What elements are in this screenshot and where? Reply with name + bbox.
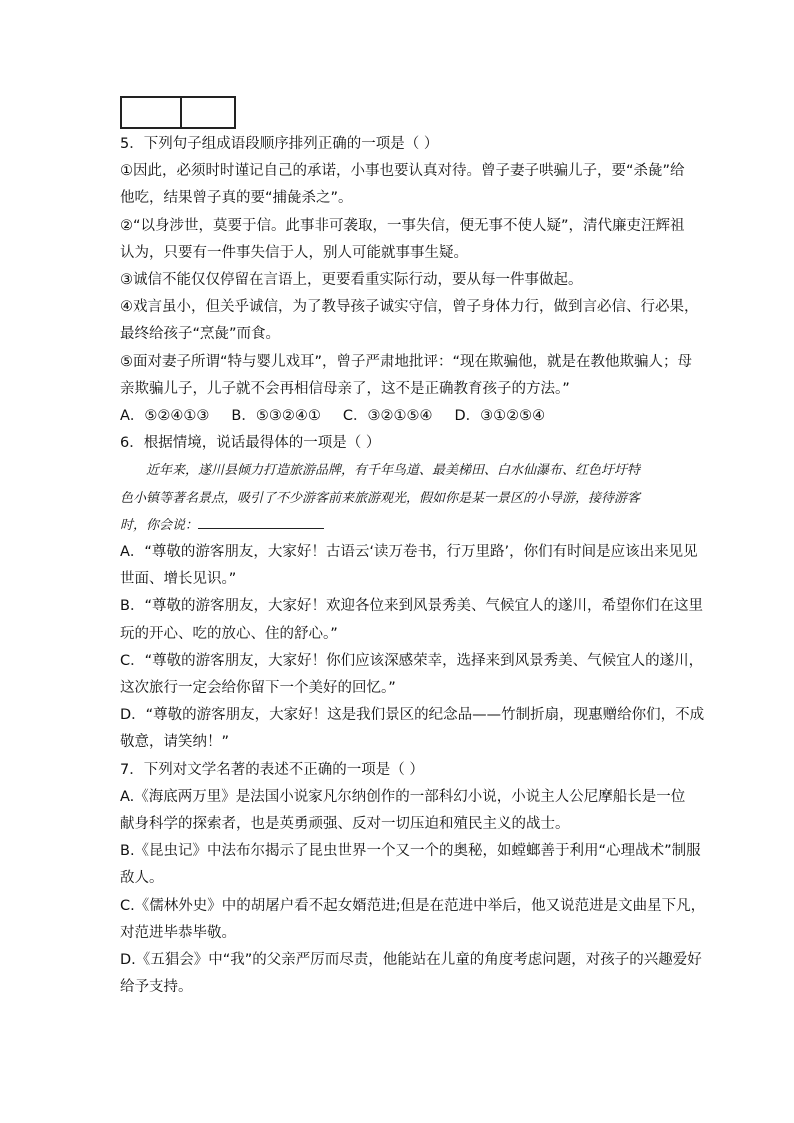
q5-option-d[interactable]: D．③①②⑤④ [454,408,546,425]
score-box-left [120,96,182,129]
question-content [120,131,706,1002]
answer-blank[interactable] [198,514,324,529]
q5-option-b[interactable]: B．⑤③②④① [231,408,321,425]
q7-option-d-line-1[interactable]: D.《五猖会》中“我”的父亲严厉而尽责，他能站在儿童的角度考虑问题，对孩子的兴趣爱好 [120,952,702,969]
q5-sentence-1-line-2: 他吃，结果曾子真的要“捕彘杀之”。 [120,190,353,207]
q6-scenario-line-1: 近年来，遂川县倾力打造旅游品牌，有千年鸟道、最美梯田、白水仙瀑布、红色圩圩特 [146,463,641,479]
q5-sentence-3-line-1: ③诚信不能仅仅停留在言语上，更要看重实际行动，要从每一件事做起。 [120,272,583,289]
q5-sentence-4-line-1: ④戏言虽小，但关乎诚信，为了教导孩子诚实守信，曾子身体力行，做到言必信、行必果， [120,299,699,316]
q6-option-b-line-2: 玩的开心、吃的放心、住的舒心。” [120,625,338,642]
q6-option-b-line-1[interactable]: B．“尊敬的游客朋友，大家好！欢迎各位来到风景秀美、气候宜人的遂川，希望你们在这里 [120,598,703,615]
q5-title: 5．下列句子组成语段顺序排列正确的一项是（ ） [120,136,439,152]
q6-scenario-prompt: 时，你会说： [120,517,199,533]
q7-option-d-line-2: 给予支持。 [120,979,193,996]
q6-scenario-line-3 [120,512,680,539]
score-box-right [182,96,236,129]
q5-sentence-2-line-2: 认为，只要有一件事失信于人，别人可能就事事生疑。 [120,244,468,261]
q7-title: 7．下列对文学名著的表述不正确的一项是（ ） [120,761,424,778]
q5-option-c[interactable]: C．③②①⑤④ [342,408,433,425]
q6-option-c-line-1[interactable]: C．“尊敬的游客朋友，大家好！你们应该深感荣幸，选择来到风景秀美、气候宜人的遂川， [120,652,704,669]
q5-option-a[interactable]: A．⑤②④①③ [120,408,210,425]
q6-scenario-line-2: 色小镇等著名景点，吸引了不少游客前来旅游观光，假如你是某一景区的小导游，接待游客 [120,490,641,506]
q5-options [120,403,680,430]
q5-sentence-4-line-2: 最终给孩子“烹彘”而食。 [120,326,281,343]
q6-option-c-line-2: 这次旅行一定会给你留下一个美好的回忆。” [120,680,396,697]
q5-sentence-2-line-1: ②“以身涉世，莫要于信。此事非可袭取，一事失信，便无事不使人疑”，清代廉吏汪辉祖 [120,217,685,234]
q5-sentence-1-line-1: ①因此，必须时时谨记自己的承诺，小事也要认真对待。曾子妻子哄骗儿子，要“杀彘”给 [120,163,685,180]
q6-option-a-line-1[interactable]: A．“尊敬的游客朋友，大家好！古语云‘读万卷书，行万里路’，你们有时间是应该出来见见 [120,544,698,561]
q7-option-a-line-1[interactable]: A.《海底两万里》是法国小说家凡尔纳创作的一部科幻小说，小说主人公尼摩船长是一位 [120,788,686,805]
q6-option-d-line-1[interactable]: D．“尊敬的游客朋友，大家好！这是我们景区的纪念品——竹制折扇，现惠赠给你们，不成 [120,707,705,724]
q5-sentence-5-line-2: 亲欺骗儿子，儿子就不会再相信母亲了，这不是正确教育孩子的方法。” [120,380,570,397]
q6-option-d-line-2: 敬意，请笑纳！” [120,734,230,751]
q6-option-a-line-2: 世面、增长见识。” [120,571,237,588]
q7-option-b-line-1[interactable]: B.《昆虫记》中法布尔揭示了昆虫世界一个又一个的奥秘，如螳螂善于利用“心理战术”制服 [120,843,701,860]
q5-sentence-5-line-1: ⑤面对妻子所谓“特与婴儿戏耳”，曾子严肃地批评：“现在欺骗他，就是在教他欺骗人；母 [120,353,693,370]
q7-option-b-line-2: 敌人。 [120,870,164,887]
q7-option-c-line-1[interactable]: C.《儒林外史》中的胡屠户看不起女婿范进;但是在范进中举后，他又说范进是文曲星下凡， [120,897,706,914]
score-boxes [120,96,236,129]
q7-option-c-line-2: 对范进毕恭毕敬。 [120,924,236,941]
q7-option-a-line-2: 献身科学的探索者，也是英勇顽强、反对一切压迫和殖民主义的战士。 [120,816,570,833]
q6-title: 6．根据情境，说话最得体的一项是（ ） [120,435,381,452]
